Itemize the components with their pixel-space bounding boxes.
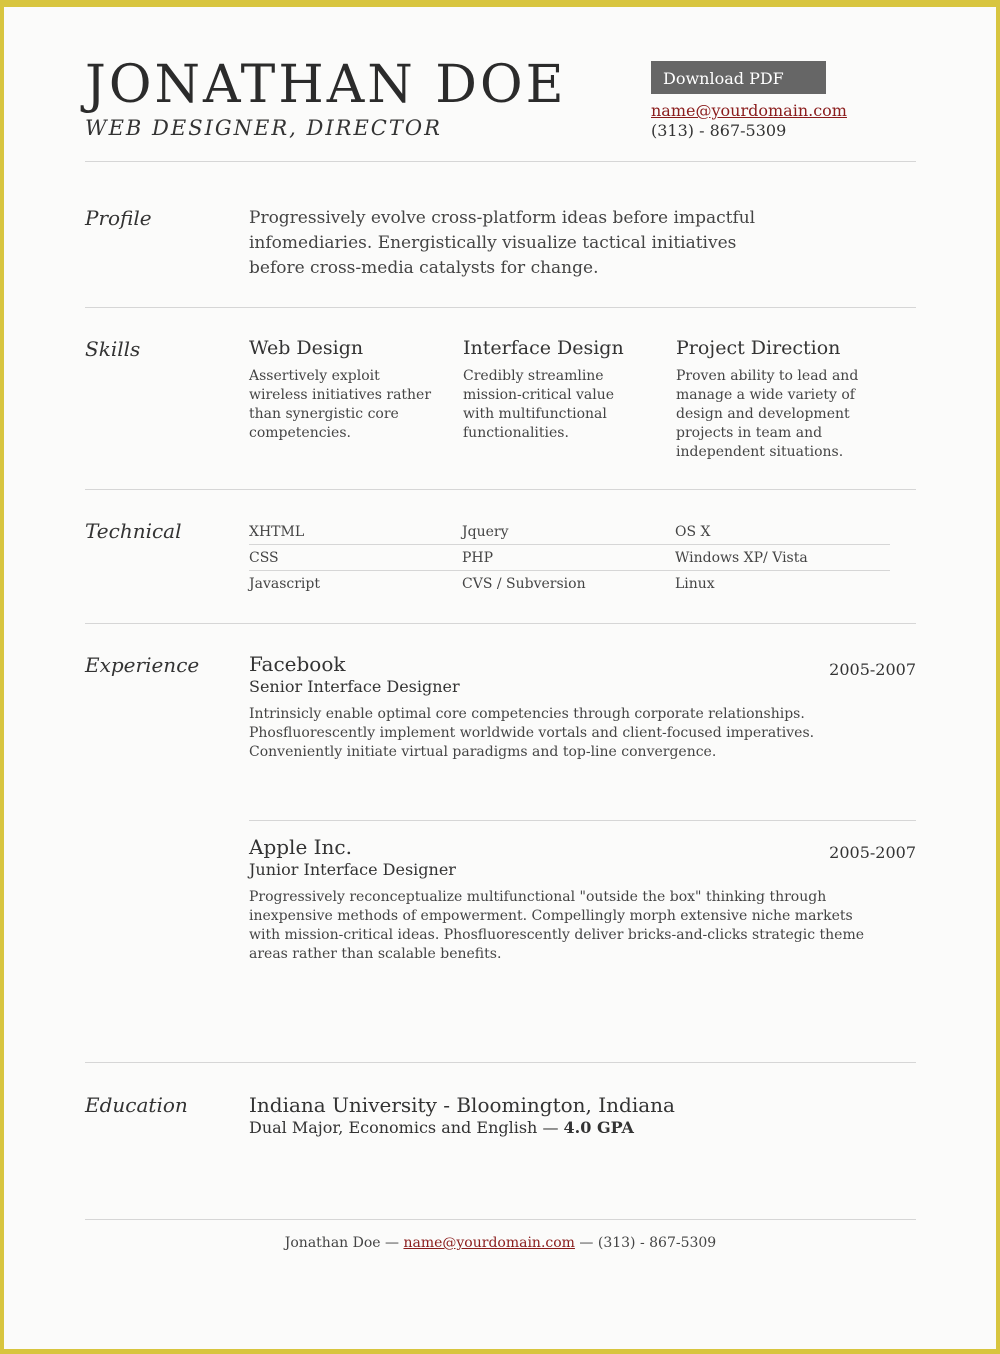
job-company: Apple Inc. (249, 835, 352, 859)
skill-description: Proven ability to lead and manage a wide variety of design and development projects in team and independent situations. (676, 368, 859, 460)
education-school: Indiana University - Bloomington, Indiana (249, 1093, 675, 1117)
footer-email-link[interactable]: name@yourdomain.com (403, 1235, 575, 1251)
resume-page (4, 7, 996, 1349)
skill-description: Credibly streamline mission-critical value with multifunctional functionalities. (463, 368, 615, 441)
job-role: Senior Interface Designer (249, 677, 460, 696)
tech-item: Windows XP/ Vista (675, 545, 890, 571)
divider (85, 623, 916, 624)
tech-column (675, 519, 890, 597)
education-label: Education (85, 1093, 188, 1117)
skills-label: Skills (85, 337, 141, 361)
tech-item: CSS (249, 545, 462, 571)
footer-name: Jonathan Doe — (284, 1235, 404, 1251)
divider (85, 161, 916, 162)
tech-item: PHP (462, 545, 675, 571)
header-phone: (313) - 867-5309 (651, 121, 787, 140)
education-detail (249, 1118, 634, 1137)
tech-item: XHTML (249, 519, 462, 545)
education-gpa: 4.0 GPA (563, 1118, 634, 1137)
skill-description: Assertively exploit wireless initiatives rather than synergistic core competencies. (249, 368, 432, 441)
skill-title: Web Design (249, 337, 364, 359)
header-email-link[interactable]: name@yourdomain.com (651, 101, 847, 120)
divider (85, 307, 916, 308)
job-entry (249, 835, 916, 964)
divider (85, 489, 916, 490)
technical-label: Technical (85, 519, 182, 543)
experience-label: Experience (85, 653, 200, 677)
job-dates: 2005-2007 (829, 660, 916, 679)
skill-title: Interface Design (463, 337, 624, 359)
skill-item (463, 337, 648, 443)
skill-item (676, 337, 861, 462)
tech-item: Linux (675, 576, 715, 592)
footer-contact (85, 1235, 916, 1251)
profile-text: Progressively evolve cross-platform ideas before impactful infomediaries. Energistically visualize tactical initiatives before cross-media catalysts for change. (249, 208, 756, 278)
tech-item: CVS / Subversion (462, 576, 586, 592)
education-major: Dual Major, Economics and English — (249, 1118, 564, 1137)
download-pdf-button[interactable]: Download PDF (651, 61, 826, 94)
divider (85, 1062, 916, 1063)
tech-item: Jquery (462, 519, 675, 545)
tech-item: OS X (675, 519, 890, 545)
job-dates: 2005-2007 (829, 843, 916, 862)
divider (249, 820, 916, 821)
job-description: Progressively reconceptualize multifunctional "outside the box" thinking through inexpensive methods of empowerment. Compellingly morph extensive niche markets with mission-critical ideas. Phosfluorescently deliver bricks-and-clicks strategic theme areas rather than scalable benefits. (249, 889, 865, 962)
tech-column (462, 519, 675, 597)
divider (85, 1219, 916, 1220)
job-company: Facebook (249, 652, 346, 676)
skill-title: Project Direction (676, 337, 841, 359)
footer-phone: — (313) - 867-5309 (574, 1235, 717, 1251)
job-role: Junior Interface Designer (249, 860, 456, 879)
job-entry (249, 652, 916, 762)
profile-label: Profile (85, 206, 152, 230)
tech-item: Javascript (249, 576, 320, 592)
tech-column (249, 519, 462, 597)
job-description: Intrinsicly enable optimal core competencies through corporate relationships. Phosfluorescently implement worldwide vortals and client-focused imperatives. Conveniently initiate virtual paradigms and top-line convergence. (249, 706, 815, 760)
candidate-name: JONATHAN DOE (85, 55, 567, 115)
skill-item (249, 337, 434, 443)
candidate-title: WEB DESIGNER, DIRECTOR (85, 116, 442, 140)
